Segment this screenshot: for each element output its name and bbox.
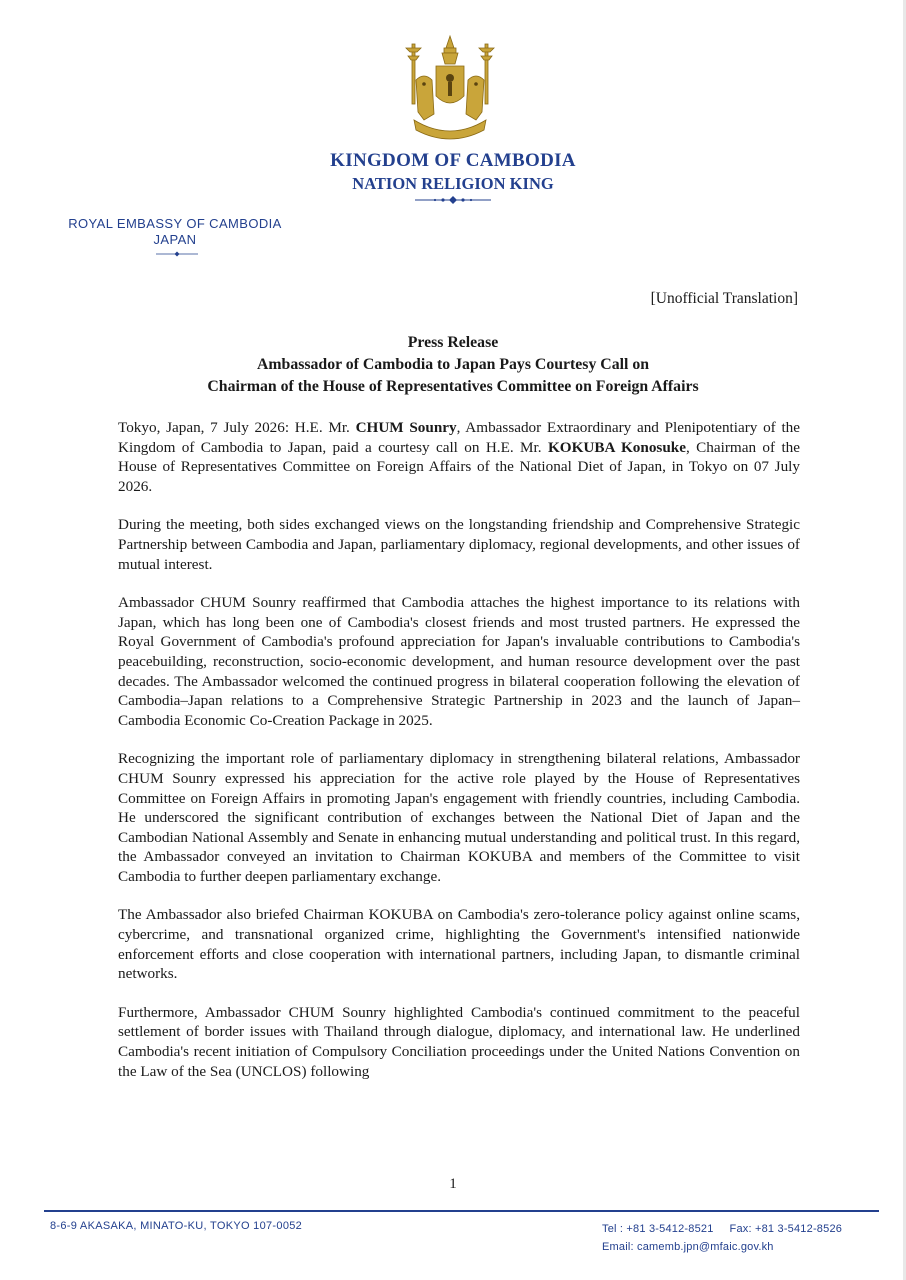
embassy-name: [60, 216, 290, 248]
paragraph-2: During the meeting, both sides exchanged views on the longstanding friendship and Comprehensive Strategic Partnership between Cambodia and Japan, parliamentary diplomacy, regional developments, and other issues of mutual interest.: [118, 516, 800, 573]
headline-line1: Ambassador of Cambodia to Japan Pays Courtesy Call on: [256, 356, 650, 373]
p1-text-c: , Ambassador Extraordinary and Plenipotentiary of the Kingdom of Cambodia to Japan, paid a courtesy call on H.E. Mr.: [118, 419, 800, 456]
kingdom-title: KINGDOM OF CAMBODIA: [330, 150, 576, 171]
fax: Fax: +81 3-5412-8526: [729, 1223, 843, 1235]
press-release-heading: [0, 332, 906, 398]
embassy-line2: JAPAN: [153, 232, 197, 247]
embassy-address: 8-6-9 AKASAKA, MINATO-KU, TOKYO 107-0052: [50, 1220, 303, 1232]
paragraph-1: [118, 418, 800, 496]
national-motto: NATION RELIGION KING: [352, 174, 554, 193]
paragraph-6: Furthermore, Ambassador CHUM Sounry highlighted Cambodia's continued commitment to the peaceful settlement of border issues with Thailand through dialogue, diplomacy, and international law. He underlined Cambodia's recent initiation of Compulsory Conciliation proceedings under the United Nations Convention on the Law of the Sea (UNCLOS) following: [118, 1003, 800, 1080]
paragraph-4: Recognizing the important role of parliamentary diplomacy in strengthening bilateral relations, Ambassador CHUM Sounry expressed his appreciation for the active role played by the House of Representatives Committee on Foreign Affairs in promoting Japan's engagement with friendly countries, including Cambodia. He underscored the significant contribution of exchanges between the National Diet of Japan and the Cambodian National Assembly and Senate in enhancing mutual understanding and political trust. In this regard, the Ambassador conveyed an invitation to Chairman KOKUBA and members of the Committee to visit Cambodia to further deepen parliamentary exchange.: [118, 750, 800, 885]
ambassador-name: CHUM Sounry: [355, 419, 457, 436]
press-release-body: [118, 418, 800, 1100]
p1-text-e: , Chairman of the House of Representatives Committee on Foreign Affairs of the National Diet of Japan, in Tokyo on 07 July 2026.: [118, 438, 800, 495]
page-number: 1: [449, 1176, 457, 1192]
headline-line2: Chairman of the House of Representatives Committee on Foreign Affairs: [207, 378, 699, 395]
embassy-line1: ROYAL EMBASSY OF CAMBODIA: [68, 216, 282, 231]
paragraph-5: The Ambassador also briefed Chairman KOKUBA on Cambodia's zero-tolerance policy against online scams, cybercrime, and transnational organized crime, highlighting the Government's intensified nationwide enforcement efforts and close cooperation with international partners, including Japan, to dismantle criminal networks.: [118, 906, 800, 983]
embassy-divider-icon: [155, 251, 199, 257]
telephone: Tel : +81 3-5412-8521: [602, 1223, 714, 1235]
unofficial-translation-note: [Unofficial Translation]: [650, 290, 798, 307]
chairman-name: KOKUBA Konosuke: [547, 438, 686, 456]
footer-divider: [44, 1210, 879, 1212]
divider-ornament-icon: [413, 195, 493, 205]
email: Email: camemb.jpn@mfaic.gov.kh: [602, 1241, 774, 1253]
contact-block: [602, 1220, 858, 1256]
press-release-label: Press Release: [407, 334, 499, 351]
paragraph-3: Ambassador CHUM Sounry reaffirmed that Cambodia attaches the highest importance to its relations with Japan, which has long been one of Cambodia's closest friends and most trusted partners. He expressed the Royal Government of Cambodia's profound appreciation for Japan's invaluable contributions to Cambodia's peacebuilding, reconstruction, socio-economic development, and human resource development over the past decades. The Ambassador welcomed the continued progress in bilateral cooperation following the elevation of Cambodia–Japan relations to a Comprehensive Strategic Partnership in 2023 and the launch of Japan–Cambodia Economic Co-Creation Package in 2025.: [118, 594, 800, 729]
p1-text-a: Tokyo, Japan, 7 July 2026: H.E. Mr.: [118, 419, 356, 436]
royal-arms-of-cambodia-icon: [400, 34, 500, 146]
